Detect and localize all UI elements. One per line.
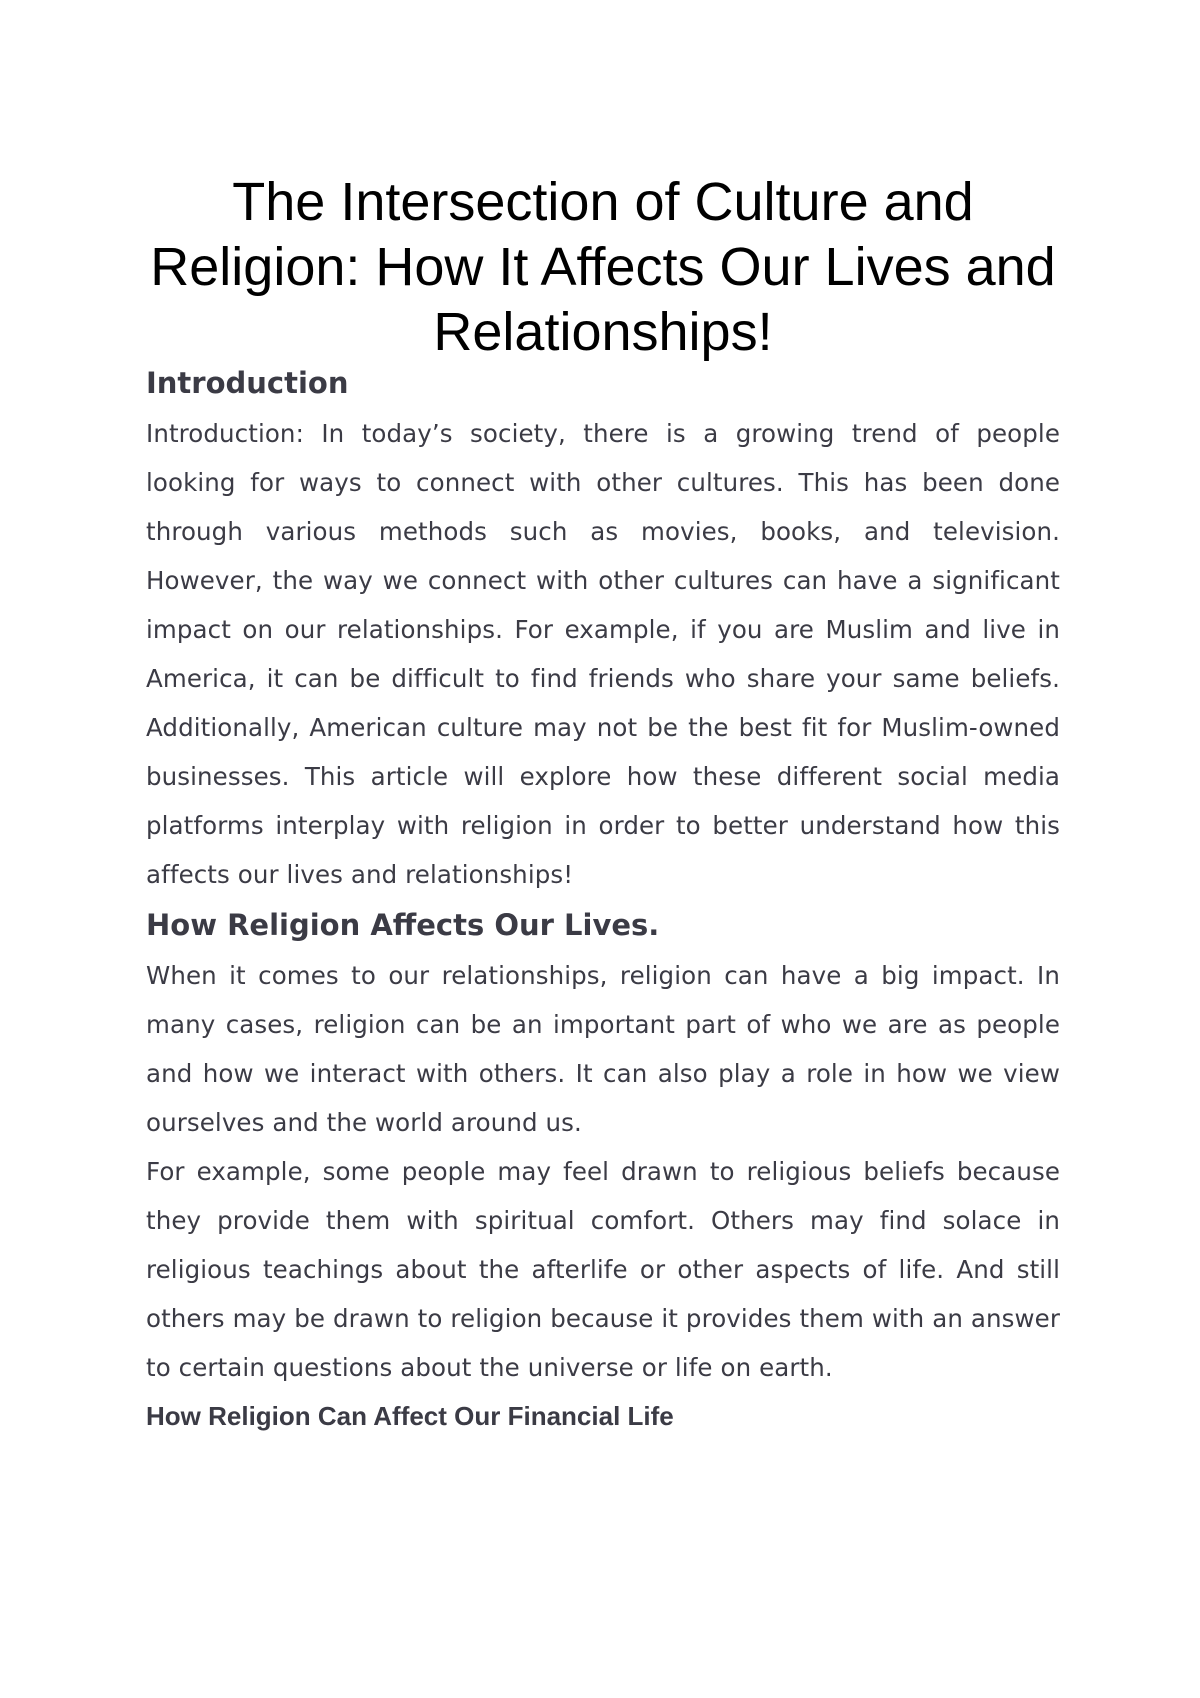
lives-heading: How Religion Affects Our Lives.: [146, 908, 660, 942]
lives-paragraph-1: When it comes to our relationships, religion can have a big impact. In many cases, religion can be an important part of who we are as people and how we interact with others. It can also play a role in how we view ourselves and the world around us.: [146, 961, 1060, 1137]
document-content: [146, 170, 1060, 1436]
financial-heading: How Religion Can Affect Our Financial Life: [146, 1401, 674, 1431]
document-title: The Intersection of Culture and Religion: How It Affects Our Lives and Relationships!: [150, 172, 1056, 362]
introduction-heading: Introduction: [146, 366, 349, 400]
lives-paragraph-2: For example, some people may feel drawn to religious beliefs because they provide them with spiritual comfort. Others may find solace in religious teachings about the afterlife or other aspects of life. And still others may be drawn to religion because it provides them with an answer to certain questions about the universe or life on earth.: [146, 1157, 1060, 1382]
introduction-paragraph: Introduction: In today’s society, there is a growing trend of people looking for ways to connect with other cultures. This has been done through various methods such as movies, books, and television. However, the way we connect with other cultures can have a significant impact on our relationships. For example, if you are Muslim and live in America, it can be difficult to find friends who share your same beliefs. Additionally, American culture may not be the best fit for Muslim-owned businesses. This article will explore how these different social media platforms interplay with religion in order to better understand how this affects our lives and relationships!: [146, 419, 1060, 889]
